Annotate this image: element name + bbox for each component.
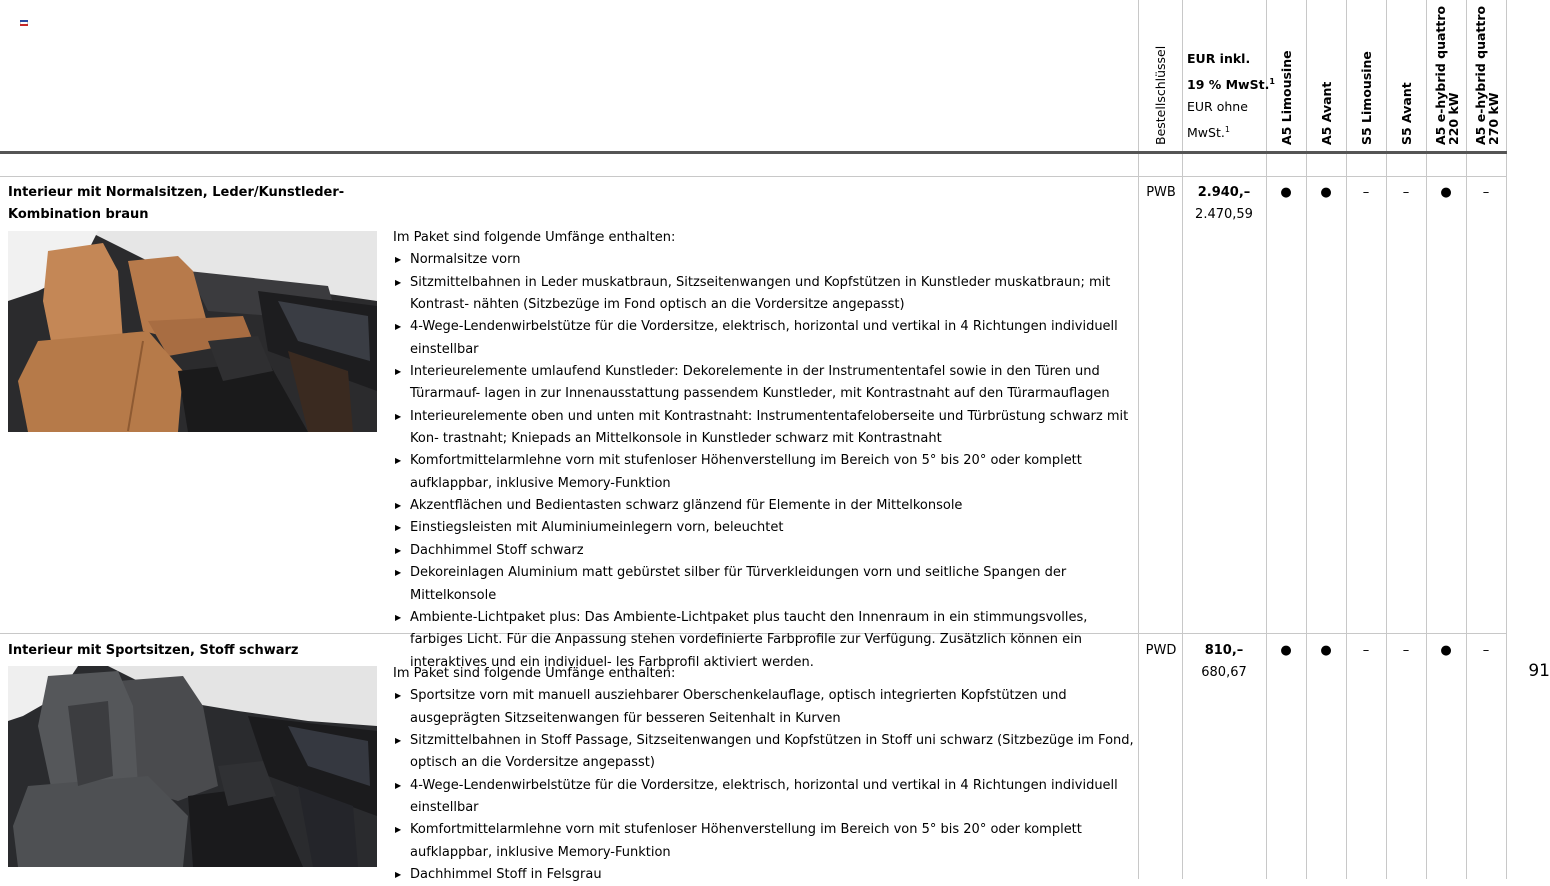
section-description — [393, 227, 1138, 674]
list-item: ▶ Komfortmittelarmlehne vorn mit stufenloser Höhenverstellung im Bereich von 5° bis 20° oder komplett aufklappbar, inklusive Memory-Funktion — [393, 450, 1138, 495]
interior-photo-black — [8, 666, 377, 867]
feature-list — [393, 685, 1138, 886]
header-price-incl-2: 19 % MwSt.$^1$ — [1187, 76, 1275, 92]
header-price-incl-1: EUR inkl. — [1187, 51, 1251, 66]
order-code: PWD — [1145, 643, 1177, 658]
col-divider — [1506, 0, 1507, 879]
availability-a5-hybrid-270: – — [1482, 643, 1490, 658]
header-model-s5-avant: S5 Avant — [1399, 82, 1414, 145]
col-divider — [1386, 0, 1387, 879]
section-description — [393, 663, 1138, 886]
availability-a5-hybrid-220: ● — [1440, 643, 1452, 658]
list-item: ▶ Interieurelemente umlaufend Kunstleder: Dekorelemente in der Instrumententafel sowie in den Türen und Türarmauf- lagen in zur Innenausstattung passendem Kunstleder, mit Kontrastnaht auf den Türarmauflagen — [393, 361, 1138, 406]
availability-a5-avant: ● — [1320, 643, 1332, 658]
col-divider — [1346, 0, 1347, 879]
list-item: ▶ 4-Wege-Lendenwirbelstütze für die Vordersitze, elektrisch, horizontal und vertikal in 4 Richtungen individuell einstellbar — [393, 775, 1138, 820]
package-intro: Im Paket sind folgende Umfänge enthalten: — [393, 230, 676, 245]
list-item: ▶ Einstiegsleisten mit Aluminiumeinlegern vorn, beleuchtet — [393, 517, 1138, 539]
availability-s5-avant: – — [1402, 185, 1410, 200]
list-item: ▶ Sportsitze vorn mit manuell ausziehbarer Oberschenkelauflage, optisch integrierten Kopfstützen und ausgeprägten Sitzseitenwangen für besseren Seitenhalt in Kurven — [393, 685, 1138, 730]
row-divider — [0, 176, 1507, 177]
list-item: ▶ Interieurelemente oben und unten mit Kontrastnaht: Instrumententafeloberseite und Türbrüstung schwarz mit Kon- trastnaht; Kniepads an Mittelkonsole in Kunstleder schwarz mit Kontrastnaht — [393, 406, 1138, 451]
list-item: ▶ Akzentflächen und Bedientasten schwarz glänzend für Elemente in der Mittelkonsole — [393, 495, 1138, 517]
section-title: Interieur mit Normalsitzen, Leder/Kunstleder-Kombination braun — [8, 185, 345, 223]
order-code: PWB — [1146, 185, 1176, 200]
header-price-excl-1: EUR ohne — [1187, 99, 1248, 115]
price-incl: 810,– — [1204, 643, 1244, 658]
col-divider — [1182, 0, 1183, 879]
header-price-excl-2: MwSt.$^1$ — [1187, 124, 1230, 140]
header-model-a5-avant: A5 Avant — [1319, 81, 1334, 145]
availability-a5-avant: ● — [1320, 185, 1332, 200]
list-item: ▶ Dachhimmel Stoff in Felsgrau — [393, 864, 1138, 886]
header-price — [1187, 48, 1275, 144]
availability-s5-avant: – — [1402, 643, 1410, 658]
interior-photo-brown — [8, 231, 377, 432]
availability-s5-limousine: – — [1362, 185, 1370, 200]
header-order-key: Bestellschlüssel — [1153, 45, 1168, 145]
section-title: Interieur mit Sportsitzen, Stoff schwarz — [8, 643, 299, 658]
list-item: ▶ Ambiente-Lichtpaket plus: Das Ambiente-Lichtpaket plus taucht den Innenraum in ein stimmungsvolles, farbiges Licht. Für die Anpassung stehen vordefinierte Farbprofile zur Verfügung. Zusätzlich können ein interaktives und ein individuel- les Farbprofil aktiviert werden. — [393, 607, 1138, 674]
header-model-a5-hybrid-220: A5 e-hybrid quattro 220 kW — [1433, 5, 1461, 145]
list-item: ▶ Komfortmittelarmlehne vorn mit stufenloser Höhenverstellung im Bereich von 5° bis 20° oder komplett aufklappbar, inklusive Memory-Funktion — [393, 819, 1138, 864]
header-model-a5-hybrid-270: A5 e-hybrid quattro 270 kW — [1473, 5, 1501, 145]
col-divider — [1426, 0, 1427, 879]
price-excl: 2.470,59 — [1195, 207, 1253, 222]
list-item: ▶ Sitzmittelbahnen in Stoff Passage, Sitzseitenwangen und Kopfstützen in Stoff uni schwarz (Sitzbezüge im Fond, optisch an die Vordersitze angepasst) — [393, 730, 1138, 775]
page-number: 91 — [1528, 661, 1550, 681]
availability-a5-hybrid-220: ● — [1440, 185, 1452, 200]
list-item: ▶ Sitzmittelbahnen in Leder muskatbraun, Sitzseitenwangen und Kopfstützen in Kunstleder muskatbraun; mit Kontrast- nähten (Sitzbezüge im Fond optisch an die Vordersitze angepasst) — [393, 272, 1138, 317]
list-item: ▶ 4-Wege-Lendenwirbelstütze für die Vordersitze, elektrisch, horizontal und vertikal in 4 Richtungen individuell einstellbar — [393, 316, 1138, 361]
col-divider — [1138, 0, 1139, 879]
col-divider — [1466, 0, 1467, 879]
flag-icon — [20, 20, 28, 26]
list-item: ▶ Normalsitze vorn — [393, 249, 1138, 271]
package-intro: Im Paket sind folgende Umfänge enthalten: — [393, 666, 676, 681]
list-item: ▶ Dekoreinlagen Aluminium matt gebürstet silber für Türverkleidungen vorn und seitliche Spangen der Mittelkonsole — [393, 562, 1138, 607]
header-model-a5-limousine: A5 Limousine — [1279, 50, 1294, 145]
availability-a5-hybrid-270: – — [1482, 185, 1490, 200]
header-rule — [0, 151, 1507, 154]
availability-s5-limousine: – — [1362, 643, 1370, 658]
col-divider — [1306, 0, 1307, 879]
feature-list — [393, 249, 1138, 674]
header-model-s5-limousine: S5 Limousine — [1359, 51, 1374, 145]
list-item: ▶ Dachhimmel Stoff schwarz — [393, 540, 1138, 562]
availability-a5-limousine: ● — [1280, 643, 1292, 658]
availability-a5-limousine: ● — [1280, 185, 1292, 200]
price-excl: 680,67 — [1201, 665, 1247, 680]
price-incl: 2.940,– — [1197, 185, 1251, 200]
